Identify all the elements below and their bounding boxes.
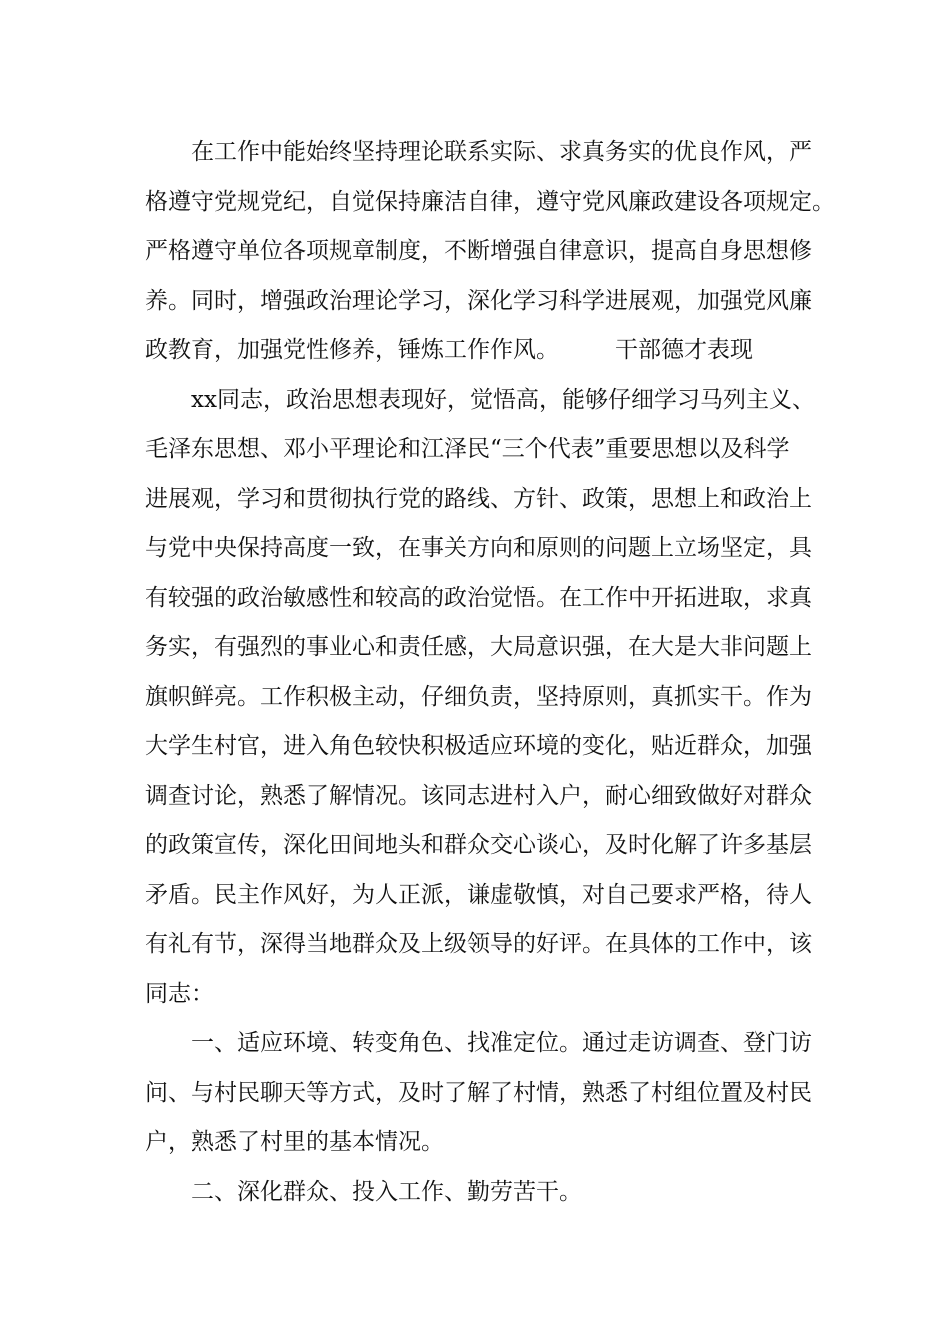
paragraph-4-line-1 xyxy=(145,1168,835,1218)
paragraph-3-line-2 xyxy=(145,1069,835,1119)
paragraph-2-line-4 xyxy=(145,524,835,574)
paragraph-2-line-6-text: 务实，有强烈的事业心和责任感，大局意识强，在大是大非问题上 xyxy=(145,634,812,660)
document-body xyxy=(145,128,835,1217)
paragraph-1-line-2-text: 格遵守党规党纪，自觉保持廉洁自律，遵守党风廉政建设各项规定。 xyxy=(145,188,835,215)
paragraph-2-line-3-text: 进展观，学习和贯彻执行党的路线、方针、政策，思想上和政治上 xyxy=(145,485,812,512)
paragraph-1-line-3-text: 严格遵守单位各项规章制度，不断增强自律意识，提高自身思想修 xyxy=(145,238,812,264)
paragraph-2-line-11-text: 矛盾。民主作风好，为人正派，谦虚敬慎，对自己要求严格，待人 xyxy=(145,881,812,908)
paragraph-2-line-13 xyxy=(145,970,835,1020)
paragraph-2-line-10 xyxy=(145,821,835,871)
paragraph-2-line-1 xyxy=(145,376,835,426)
paragraph-2-line-12 xyxy=(145,920,835,970)
paragraph-2-line-8-text: 大学生村官，进入角色较快积极适应环境的变化，贴近群众，加强 xyxy=(145,733,812,759)
paragraph-2-line-3 xyxy=(145,475,835,525)
paragraph-2-line-10-text: 的政策宣传，深化田间地头和群众交心谈心，及时化解了许多基层 xyxy=(145,832,812,858)
paragraph-2-line-5 xyxy=(145,574,835,624)
paragraph-4-line-1-text: 二、深化群众、投入工作、勤劳苦干。 xyxy=(191,1178,582,1205)
paragraph-2-line-7 xyxy=(145,673,835,723)
paragraph-2-line-9 xyxy=(145,772,835,822)
paragraph-1-line-5 xyxy=(145,326,835,376)
paragraph-2-line-5-text: 有较强的政治敏感性和较高的政治觉悟。在工作中开拓进取，求真 xyxy=(145,584,812,611)
paragraph-2-line-12-text: 有礼有节，深得当地群众及上级领导的好评。在具体的工作中，该 xyxy=(145,931,812,957)
paragraph-1-line-4 xyxy=(145,277,835,327)
paragraph-1-line-5-text: 政教育，加强党性修养，锤炼工作作风。 xyxy=(145,337,559,363)
paragraph-2-line-7-text: 旗帜鲜亮。工作积极主动，仔细负责，坚持原则，真抓实干。作为 xyxy=(145,683,812,710)
paragraph-2-line-2-text: 毛泽东思想、邓小平理论和江泽民“三个代表”重要思想以及科学 xyxy=(145,436,790,462)
paragraph-1-line-1-text: 在工作中能始终坚持理论联系实际、求真务实的优良作风，严 xyxy=(191,139,812,165)
paragraph-3-line-3 xyxy=(145,1118,835,1168)
paragraph-2-line-8 xyxy=(145,722,835,772)
paragraph-2-line-2 xyxy=(145,425,835,475)
paragraph-2-line-11 xyxy=(145,871,835,921)
paragraph-1-line-1 xyxy=(145,128,835,178)
paragraph-1-line-3 xyxy=(145,227,835,277)
paragraph-3-line-1 xyxy=(145,1019,835,1069)
paragraph-2-line-13-text: 同志： xyxy=(145,980,214,1007)
paragraph-3-line-3-text: 户，熟悉了村里的基本情况。 xyxy=(145,1129,444,1155)
section-heading: 干部德才表现 xyxy=(615,337,753,363)
paragraph-2-line-6 xyxy=(145,623,835,673)
paragraph-3-line-2-text: 问、与村民聊天等方式，及时了解了村情，熟悉了村组位置及村民 xyxy=(145,1079,812,1106)
paragraph-2-line-9-text: 调查讨论，熟悉了解情况。该同志进村入户，耐心细致做好对群众 xyxy=(145,782,812,809)
paragraph-2-line-1-text: xx同志，政治思想表现好，觉悟高，能够仔细学习马列主义、 xyxy=(191,386,815,413)
paragraph-1-line-2 xyxy=(145,178,835,228)
paragraph-3-line-1-text: 一、适应环境、转变角色、找准定位。通过走访调查、登门访 xyxy=(191,1030,812,1056)
paragraph-2-line-4-text: 与党中央保持高度一致，在事关方向和原则的问题上立场坚定，具 xyxy=(145,535,812,561)
paragraph-1-line-4-text: 养。同时，增强政治理论学习，深化学习科学进展观，加强党风廉 xyxy=(145,287,812,314)
